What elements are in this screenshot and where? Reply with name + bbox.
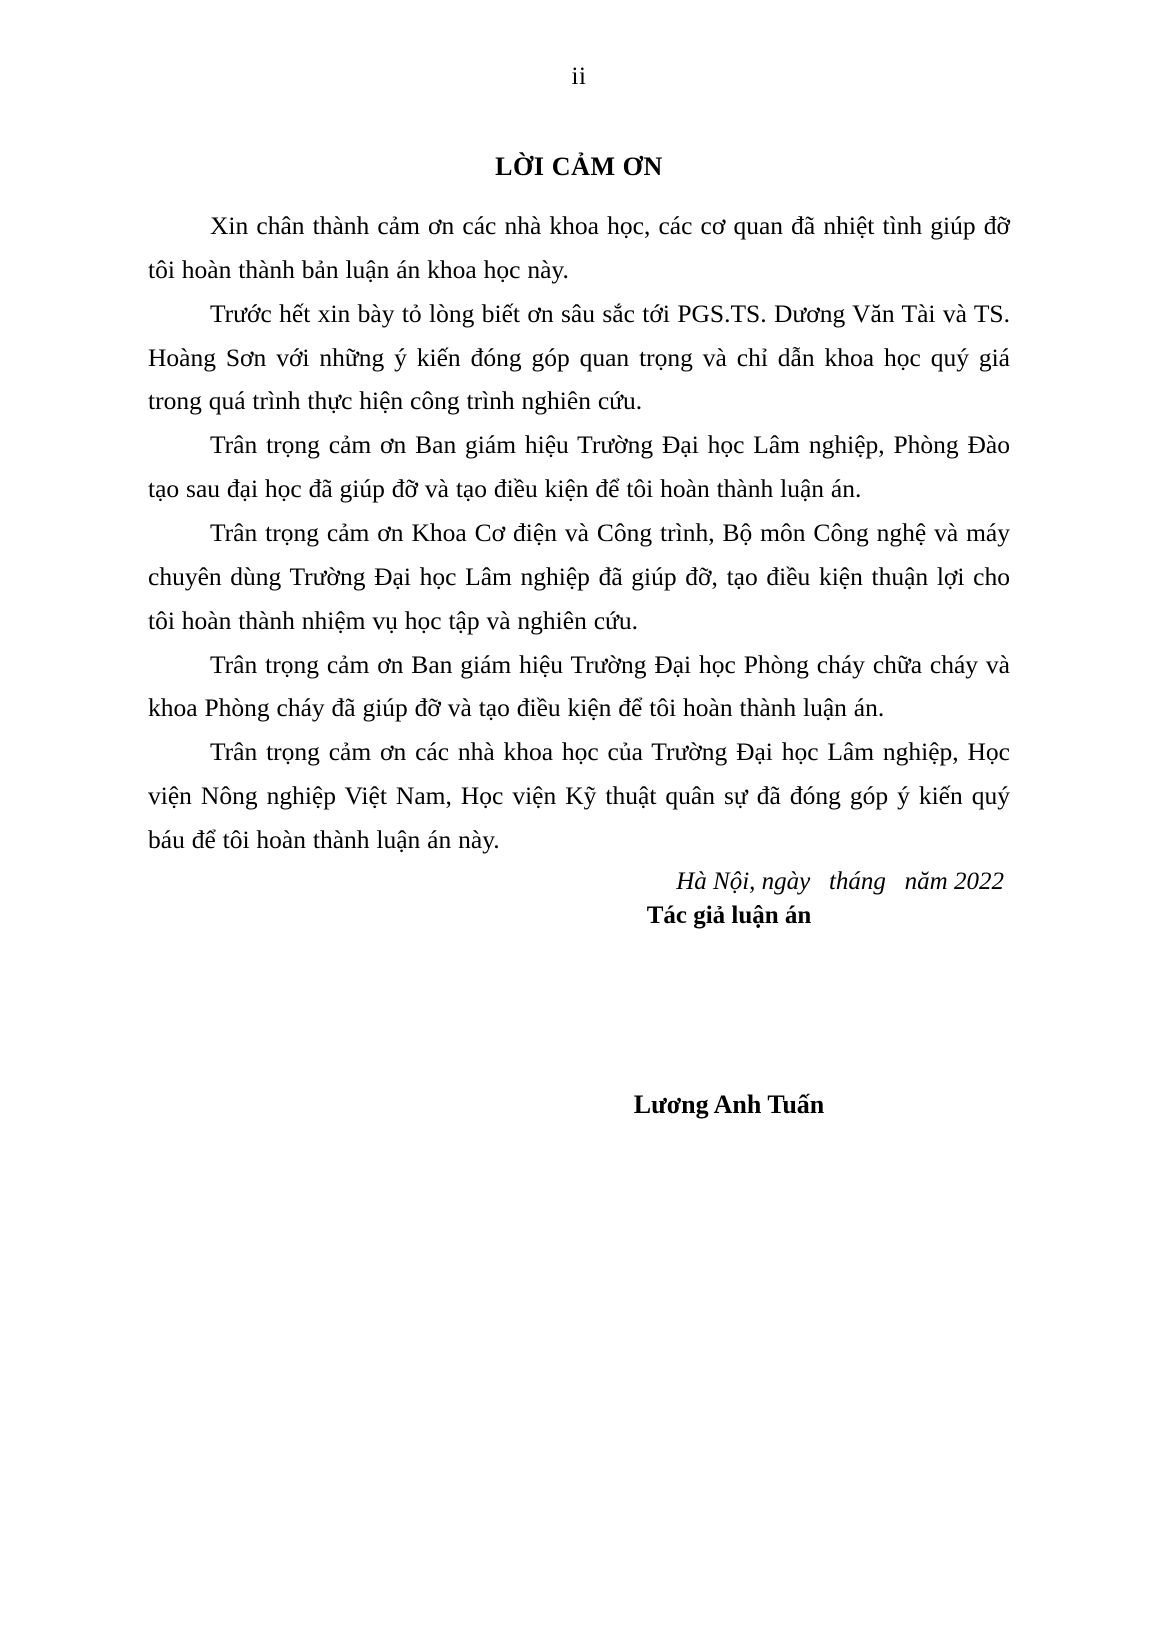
paragraph-5: Trân trọng cảm ơn Ban giám hiệu Trường Đại học Phòng cháy chữa cháy và khoa Phòng cháy đã giúp đỡ và tạo điều kiện để tôi hoàn thành luận án.: [148, 649, 1010, 723]
page-title: LỜI CẢM ƠN: [495, 152, 663, 181]
signature-block: [148, 868, 1010, 1120]
page-number: ii: [571, 63, 587, 90]
signature-place-date: Hà Nội, ngày tháng năm 2022: [676, 867, 1004, 895]
paragraph-1: Xin chân thành cảm ơn các nhà khoa học, các cơ quan đã nhiệt tình giúp đỡ tôi hoàn thành bản luận án khoa học này.: [148, 211, 1010, 284]
paragraph-4: Trân trọng cảm ơn Khoa Cơ điện và Công trình, Bộ môn Công nghệ và máy chuyên dùng Trường Đại học Lâm nghiệp đã giúp đỡ, tạo điều kiện thuận lợi cho tôi hoàn thành nhiệm vụ học tập và nghiên cứu.: [148, 518, 1010, 635]
paragraph-2: Trước hết xin bày tỏ lòng biết ơn sâu sắc tới PGS.TS. Dương Văn Tài và TS. Hoàng Sơn với những ý kiến đóng góp quan trọng và chỉ dẫn khoa học quý giá trong quá trình thực hiện công trình nghiên cứu.: [148, 298, 1010, 416]
signature-role: Tác giả luận án: [646, 901, 812, 929]
paragraph-6: Trân trọng cảm ơn các nhà khoa học của Trường Đại học Lâm nghiệp, Học viện Nông nghiệp Việt Nam, Học viện Kỹ thuật quân sự đã đóng góp ý kiến quý báu để tôi hoàn thành luận án này.: [148, 737, 1010, 855]
paragraph-3: Trân trọng cảm ơn Ban giám hiệu Trường Đại học Lâm nghiệp, Phòng Đào tạo sau đại học đã giúp đỡ và tạo điều kiện để tôi hoàn thành luận án.: [148, 430, 1010, 504]
signature-name: Lương Anh Tuấn: [633, 1089, 825, 1119]
